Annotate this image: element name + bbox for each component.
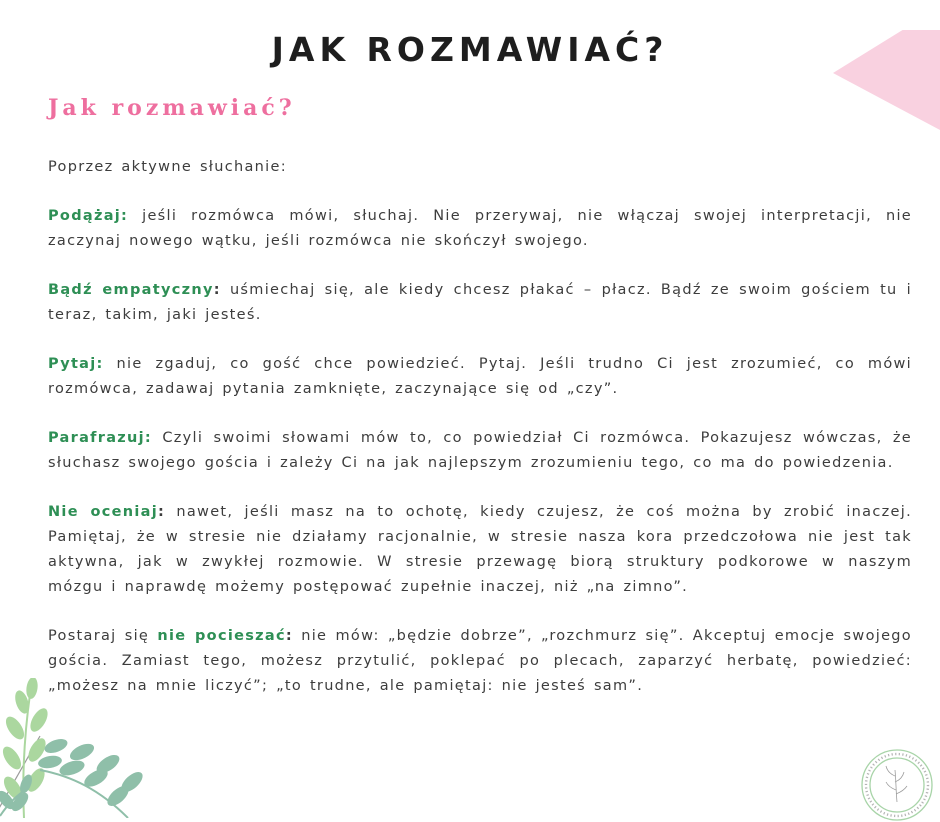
paragraph-lead: Nie oceniaj [48,504,159,520]
paragraph-separator: : [158,504,166,520]
paragraph-pytaj [48,352,912,402]
paragraph-lead: nie pocieszać [157,628,286,644]
paragraph-text: nawet, jeśli masz na to ochotę, kiedy czujesz, że coś można by zrobić inaczej. Pamiętaj, że w stresie nie działamy racjonalnie, w stresie nasza kora przedczołowa nie jest tak aktywna, jak w zwykłej rozmowie. W stresie przewagę biorą struktury podkorowe w naszym mózgu i naprawdę możemy postępować zupełnie inaczej, niż „na zimno”. [48,504,912,595]
intro-line: Poprzez aktywne słuchanie: [48,159,287,175]
document-body [0,95,940,699]
paragraph-text: jeśli rozmówca mówi, słuchaj. Nie przerywaj, nie włączaj swojej interpretacji, nie zaczynaj nowego wątku, jeśli rozmówca nie skończył swojego. [48,208,912,249]
paragraph-lead: Pytaj: [48,356,104,372]
paragraph-separator: : [213,282,221,298]
paragraph-text: Czyli swoimi słowami mów to, co powiedział Ci rozmówca. Pokazujesz wówczas, że słuchasz swojego gościa i zależy Ci na jak najlepszym zrozumieniu tego, co ma do powiedzenia. [48,430,912,471]
paragraph-prefix: Postaraj się [48,628,158,644]
paragraph-podazaj [48,204,912,254]
paragraph-parafrazuj [48,426,912,476]
paragraph-text: uśmiechaj się, ale kiedy chcesz płakać – płacz. Bądź ze swoim gościem tu i teraz, takim, jaki jesteś. [48,282,912,323]
paragraph-lead: Bądź empatyczny [48,282,214,298]
paragraph-nie-oceniaj [48,500,912,600]
paragraph-lead: Parafrazuj: [48,430,153,446]
section-heading: Jak rozmawiać? [48,95,296,121]
paragraph-text: nie mów: „będzie dobrze”, „rozchmurz się”. Akceptuj emocje swojego gościa. Zamiast tego, możesz przytulić, poklepać po plecach, zaparzyć herbatę, powiedzieć: „możesz na mnie liczyć”; „to trudne, ale pamiętaj: nie jesteś sam”. [48,628,912,694]
paragraph-separator: : [285,628,294,644]
paragraph-text: nie zgaduj, co gość chce powiedzieć. Pytaj. Jeśli trudno Ci jest zrozumieć, co mówi rozmówca, zadawaj pytania zamknięte, zaczynające się od „czy”. [48,356,912,397]
paragraph-nie-pocieszac [48,624,912,699]
leaf-branches-icon [0,678,150,818]
paragraph-lead: Podążaj: [48,208,129,224]
paragraph-empatyczny [48,278,912,328]
botanical-stamp-icon [852,742,940,822]
page-title: JAK ROZMAWIAĆ? [271,30,669,69]
